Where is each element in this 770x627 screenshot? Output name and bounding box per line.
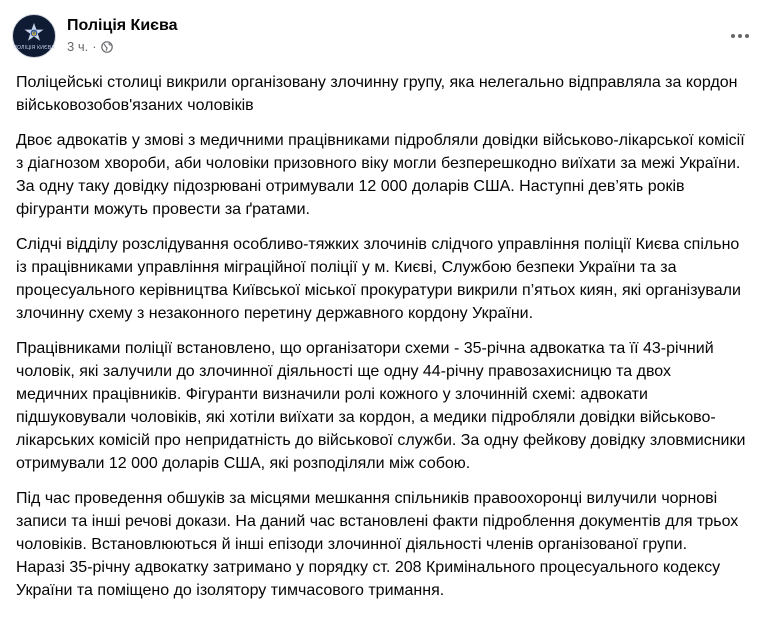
post-subline <box>67 39 178 54</box>
post-paragraph: Під час проведення обшуків за місцями мешкання спільників правоохоронці вилучили чорнові записи та інші речові докази. На даний час встановлені факти підроблення документів для трьох чоловіків. Встановлюються й інші епізоди злочинної діяльності членів організованої групи. <box>16 490 739 553</box>
more-dot <box>745 34 749 38</box>
page-name-link[interactable]: Поліція Києва <box>67 17 178 34</box>
more-options-button[interactable] <box>726 26 754 46</box>
post-meta <box>67 16 178 54</box>
post-paragraph: Наразі 35-річну адвокатку затримано у порядку ст. 208 Кримінального процесуального кодексу України та поміщено до ізолятору тимчасового тримання. <box>16 559 721 599</box>
more-dot <box>738 34 742 38</box>
avatar-label: ПОЛІЦІЯ КИЄВА <box>13 44 55 51</box>
post-paragraph: Працівниками поліції встановлено, що організатори схеми - 35-річна адвокатка та її 43-річний чоловік, які залучили до злочинної діяльності ще одну 44-річну правозахисницю та двох медичних працівників. Фігуранти визначили ролі кожного у злочинній схемі: адвокати підшуковували чоловіків, які хотіли виїхати за кордон, а медики підробляли довідки військово-лікарських комісій про непридатність до військової служби. За одну фейкову довідку зловмисники отримували 12 000 доларів США, які розподіляли між собою. <box>16 340 746 472</box>
post-paragraph: Слідчі відділу розслідування особливо-тяжких злочинів слідчого управління поліції Києва спільно із працівниками управління міграційної поліції у м. Києві, Службою безпеки України та за процесуального керівництва Київської міської прокуратури викрили п’ятьох киян, які організували злочинну схему з незаконного перетину державного кордону України. <box>16 236 741 322</box>
post-paragraph: Поліцейські столиці викрили організовану злочинну групу, яка нелегально відправляла за кордон військовозобов'язаних чоловіків <box>16 74 738 114</box>
globe-icon[interactable] <box>101 41 113 53</box>
post-paragraph: Двоє адвокатів у змові з медичними працівниками підробляли довідки військово-лікарської комісії з діагнозом хвороби, аби чоловіки призовного віку могли безперешкодно виїхати за межі України. За одну таку довідку підозрювані отримували 12 000 доларів США. Наступні дев’ять років фігуранти можуть провести за ґратами. <box>16 132 745 218</box>
post-time-link[interactable]: 3 ч. <box>67 39 89 54</box>
more-horizontal-icon <box>731 34 735 38</box>
post-header <box>12 14 178 58</box>
avatar[interactable] <box>12 14 56 58</box>
separator-dot: · <box>92 39 97 54</box>
post-text <box>16 71 746 614</box>
police-star-icon <box>23 22 45 44</box>
